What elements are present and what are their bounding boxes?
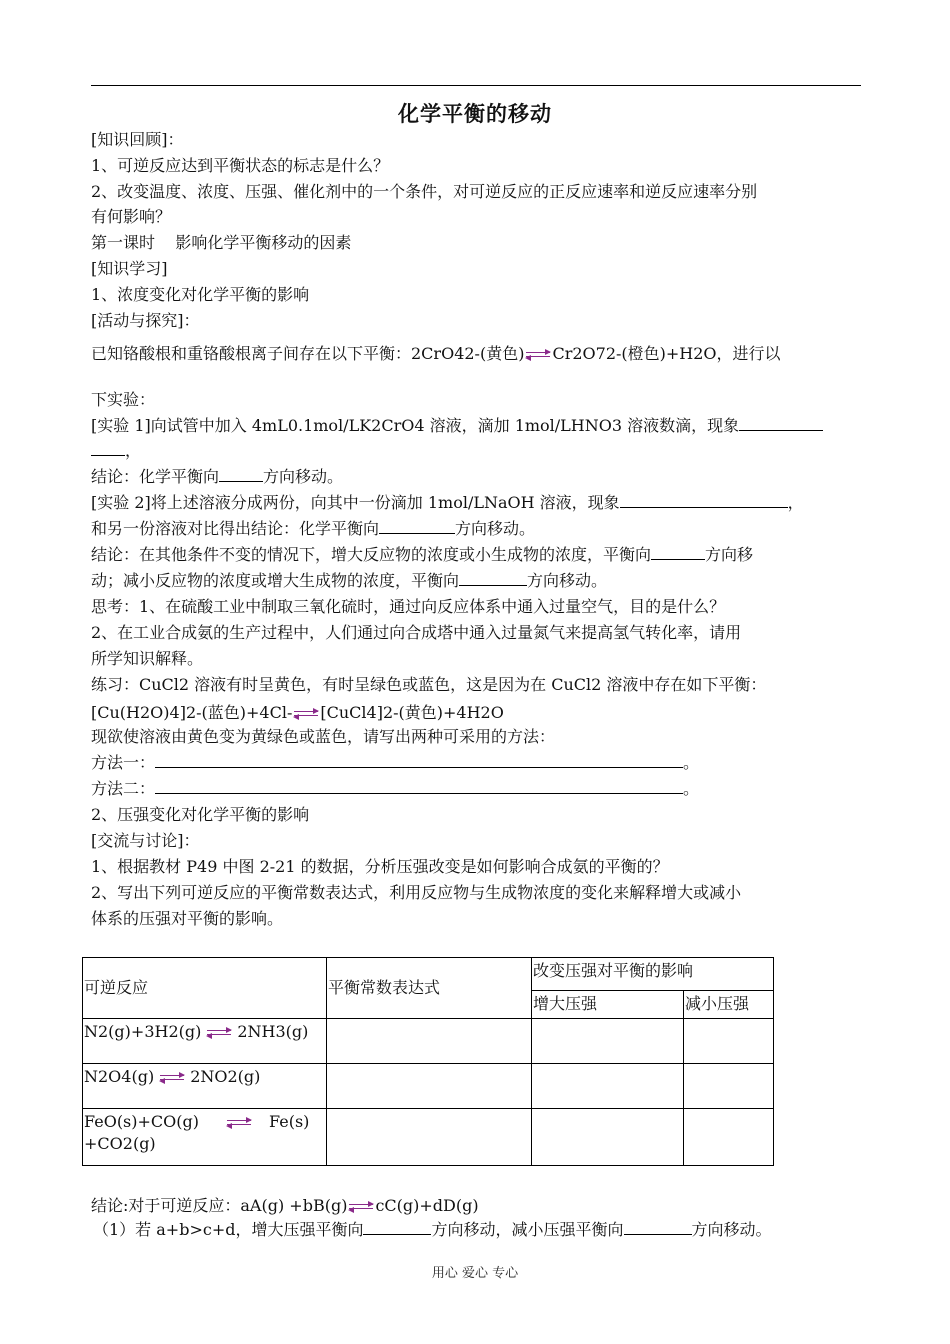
text-fragment: 动；减小反应物的浓度或增大生成物的浓度，平衡向: [91, 571, 460, 590]
text-fragment: 方向移动。: [455, 519, 536, 538]
equilibrium-arrow-icon: [160, 1073, 184, 1083]
header-effect: 改变压强对平衡的影响: [532, 958, 774, 991]
text-fragment: 和另一份溶液对比得出结论：化学平衡向: [91, 519, 380, 538]
pressure-effect-table: [82, 957, 774, 1166]
text-fragment: Cr2O72-(橙色)+H2O，进行以: [552, 344, 781, 363]
table-row: [83, 1109, 774, 1166]
k-cell[interactable]: [327, 1109, 532, 1166]
text-line: [91, 545, 753, 565]
header-decrease: 减小压强: [684, 990, 774, 1018]
equilibrium-arrow-icon: [294, 709, 318, 719]
text-fragment: 2NO2(g): [190, 1067, 261, 1086]
text-fragment: 结论:对于可逆反应：aA(g) +bB(g): [91, 1196, 348, 1215]
header-increase: 增大压强: [532, 990, 684, 1018]
text-line: [知识学习]: [91, 259, 168, 278]
text-fragment: 方法二：: [91, 779, 156, 798]
text-fragment: 方向移: [705, 545, 754, 564]
text-fragment: [实验 2]将上述溶液分成两份，向其中一份滴加 1mol/LNaOH 溶液，现象: [91, 493, 620, 512]
text-fragment: +CO2(g): [84, 1134, 156, 1153]
equilibrium-arrow-icon: [207, 1028, 231, 1038]
text-line: [91, 493, 804, 513]
equilibrium-arrow-icon: [349, 1202, 373, 1212]
increase-cell[interactable]: [532, 1064, 684, 1109]
text-line: 现欲使溶液由黄色变为黄绿色或蓝色，请写出两种可采用的方法：: [91, 727, 556, 746]
table-row: [83, 1019, 774, 1064]
answer-blank[interactable]: [620, 493, 788, 508]
answer-blank[interactable]: [739, 416, 823, 431]
text-fragment: cC(g)+dD(g): [375, 1196, 479, 1215]
answer-blank[interactable]: [219, 467, 263, 482]
table-row: [83, 1064, 774, 1109]
text-fragment: 。: [683, 779, 700, 798]
decrease-cell[interactable]: [684, 1064, 774, 1109]
section-heading: 2、压强变化对化学平衡的影响: [91, 805, 310, 824]
answer-blank[interactable]: [379, 519, 455, 534]
text-line: [91, 441, 141, 461]
text-line: [91, 519, 535, 539]
reaction-cell: [83, 1109, 327, 1166]
top-rule: [91, 85, 861, 86]
page-footer: 用心 爱心 专心: [431, 1266, 519, 1281]
text-line: [91, 467, 343, 487]
equilibrium-arrow-icon: [526, 350, 550, 360]
text-line: 下实验：: [91, 390, 156, 409]
text-line: 体系的压强对平衡的影响。: [91, 909, 284, 928]
decrease-cell[interactable]: [684, 1109, 774, 1166]
page-title: 化学平衡的移动: [398, 102, 552, 126]
text-fragment: N2O4(g): [84, 1067, 155, 1086]
answer-blank[interactable]: [624, 1220, 692, 1235]
answer-blank[interactable]: [91, 441, 125, 456]
header-reaction: 可逆反应: [83, 958, 327, 1019]
text-line: [知识回顾]：: [91, 130, 184, 149]
text-fragment: 已知铬酸根和重铬酸根离子间存在以下平衡：2CrO42-(黄色): [91, 344, 525, 363]
text-fragment: 方向移动。: [263, 467, 344, 486]
answer-blank[interactable]: [651, 545, 705, 560]
text-line: 有何影响？: [91, 207, 172, 226]
text-fragment: 结论：在其他条件不变的情况下，增大反应物的浓度或小生成物的浓度，平衡向: [91, 545, 652, 564]
answer-blank[interactable]: [155, 753, 683, 768]
reaction-cell: [83, 1019, 327, 1064]
text-fragment: ，: [125, 441, 142, 460]
text-fragment: 方向移动。: [691, 1220, 772, 1239]
text-fragment: [实验 1]向试管中加入 4mL0.1mol/LK2CrO4 溶液，滴加 1mol/LHNO3 溶液数滴，现象: [91, 416, 740, 435]
increase-cell[interactable]: [532, 1109, 684, 1166]
text-fragment: Fe(s): [269, 1112, 310, 1131]
text-line: [91, 779, 699, 799]
text-line: 所学知识解释。: [91, 649, 204, 668]
answer-blank[interactable]: [363, 1220, 431, 1235]
increase-cell[interactable]: [532, 1019, 684, 1064]
text-line: [91, 753, 699, 773]
k-cell[interactable]: [327, 1019, 532, 1064]
k-cell[interactable]: [327, 1064, 532, 1109]
equilibrium-arrow-icon: [227, 1118, 251, 1128]
text-fragment: （1）若 a+b>c+d，增大压强平衡向: [93, 1220, 364, 1239]
text-fragment: ，: [787, 493, 804, 512]
text-line: 思考：1、在硫酸工业中制取三氧化硫时，通过向反应体系中通入过量空气，目的是什么？: [91, 597, 726, 616]
text-fragment: 。: [683, 753, 700, 772]
text-fragment: N2(g)+3H2(g): [84, 1022, 202, 1041]
reaction-cell: [83, 1064, 327, 1109]
text-fragment: [CuCl4]2-(黄色)+4H2O: [320, 703, 504, 722]
answer-blank[interactable]: [459, 571, 527, 586]
text-line: [91, 1196, 479, 1216]
text-line: [91, 703, 504, 723]
text-line: 1、可逆反应达到平衡状态的标志是什么？: [91, 156, 390, 175]
text-line: [91, 571, 607, 591]
text-fragment: 方向移动，减小压强平衡向: [431, 1220, 624, 1239]
answer-blank[interactable]: [155, 779, 683, 794]
text-fragment: 2NH3(g): [237, 1022, 309, 1041]
lesson-heading: 第一课时 影响化学平衡移动的因素: [91, 233, 352, 252]
text-line: [活动与探究]：: [91, 311, 200, 330]
text-line: 练习：CuCl2 溶液有时呈黄色，有时呈绿色或蓝色，这是因为在 CuCl2 溶液中存在如下平衡：: [91, 675, 767, 694]
text-fragment: FeO(s)+CO(g): [84, 1112, 199, 1131]
text-line: [交流与讨论]：: [91, 831, 200, 850]
text-line: [91, 416, 823, 436]
text-line: 1、根据教材 P49 中图 2-21 的数据，分析压强改变是如何影响合成氨的平衡的？: [91, 857, 669, 876]
decrease-cell[interactable]: [684, 1019, 774, 1064]
text-fragment: 方向移动。: [527, 571, 608, 590]
text-line: [91, 344, 781, 364]
header-k: 平衡常数表达式: [327, 958, 532, 1019]
text-fragment: 方法一：: [91, 753, 156, 772]
text-line: 2、写出下列可逆反应的平衡常数表达式，利用反应物与生成物浓度的变化来解释增大或减小: [91, 883, 742, 902]
text-fragment: [Cu(H2O)4]2-(蓝色)+4Cl-: [91, 703, 293, 722]
section-heading: 1、浓度变化对化学平衡的影响: [91, 285, 310, 304]
text-fragment: 结论：化学平衡向: [91, 467, 220, 486]
text-line: [93, 1220, 772, 1240]
text-line: 2、改变温度、浓度、压强、催化剂中的一个条件，对可逆反应的正反应速率和逆反应速率分别: [91, 182, 758, 201]
text-line: 2、在工业合成氨的生产过程中，人们通过向合成塔中通入过量氮气来提高氢气转化率，请用: [91, 623, 742, 642]
